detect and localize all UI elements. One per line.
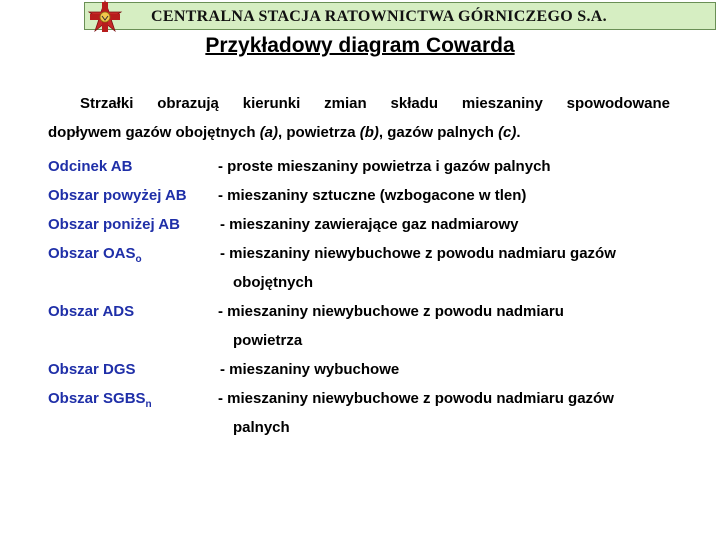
header-title: CENTRALNA STACJA RATOWNICTWA GÓRNICZEGO S.A. (151, 8, 607, 25)
page-title: Przykładowy diagram Cowarda (205, 34, 515, 57)
desc-obszar-ads-cont: powietrza (233, 332, 303, 349)
term-obszar-ads: Obszar ADS (48, 303, 135, 320)
rescue-cross-emblem-icon (87, 0, 123, 34)
intro-line-2: dopływem gazów obojętnych (a), powietrza (b), gazów palnych (c). (48, 124, 521, 141)
header-banner (84, 2, 716, 30)
term-obszar-ponizej-ab: Obszar poniżej AB (48, 216, 180, 233)
desc-obszar-powyzej-ab: - mieszaniny sztuczne (wzbogacone w tlen) (218, 187, 527, 204)
term-odcinek-ab: Odcinek AB (48, 158, 133, 175)
term-obszar-sgbs: Obszar $SGBS_n$ (48, 390, 152, 410)
term-obszar-dgs: Obszar DGS (48, 361, 136, 378)
intro-line-1: Strzałki obrazują kierunki zmian składu mieszaniny spowodowane (80, 95, 670, 112)
desc-obszar-ponizej-ab: - mieszaniny zawierające gaz nadmiarowy (220, 216, 519, 233)
term-obszar-oas: Obszar $OAS_o$ (48, 245, 142, 265)
desc-obszar-oas: - mieszaniny niewybuchowe z powodu nadmiaru gazów (220, 245, 616, 262)
desc-obszar-sgbs-cont: palnych (233, 419, 290, 436)
term-obszar-powyzej-ab: Obszar powyżej AB (48, 187, 187, 204)
desc-odcinek-ab: - proste mieszaniny powietrza i gazów palnych (218, 158, 551, 175)
desc-obszar-ads: - mieszaniny niewybuchowe z powodu nadmiaru (218, 303, 564, 320)
desc-obszar-oas-cont: obojętnych (233, 274, 314, 291)
desc-obszar-sgbs: - mieszaniny niewybuchowe z powodu nadmiaru gazów (218, 390, 614, 407)
desc-obszar-dgs: - mieszaniny wybuchowe (220, 361, 400, 378)
